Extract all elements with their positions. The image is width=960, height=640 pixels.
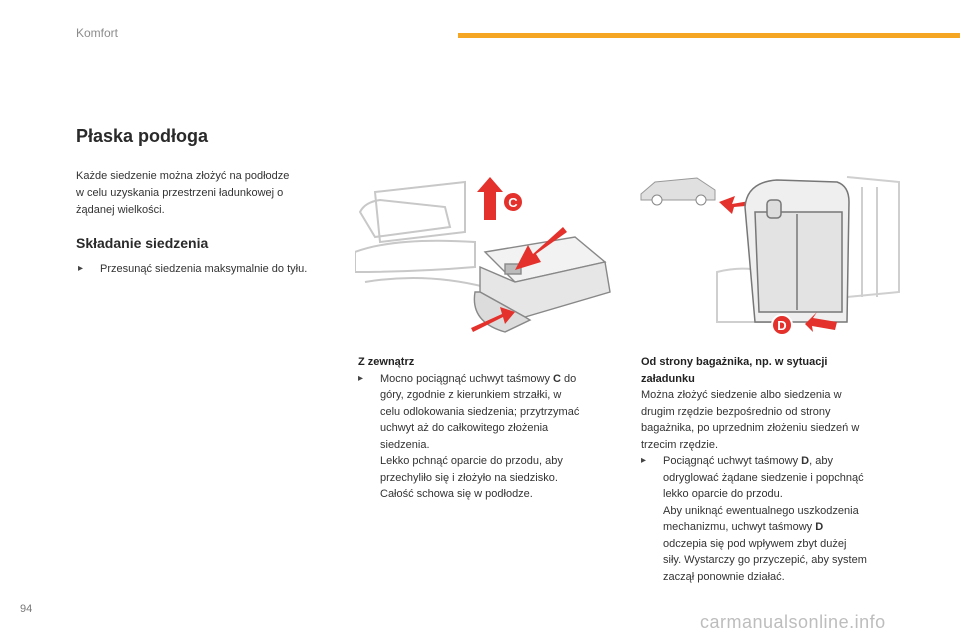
trunk-bullet-line: odczepia się pod wpływem zbyt dużej xyxy=(663,537,847,550)
trunk-line: Można złożyć siedzenie albo siedzenia w xyxy=(641,389,842,401)
outside-column xyxy=(358,354,620,503)
outside-line: Całość schowa się w podłodze. xyxy=(380,488,533,500)
bullet-icon: ▸ xyxy=(78,263,84,274)
trunk-title: Od strony bagażnika, np. w sytuacji xyxy=(641,356,828,368)
trunk-bullet-line: lekko oparcie do przodu. xyxy=(663,488,783,500)
page-title: Płaska podłoga xyxy=(76,126,209,146)
car-icon xyxy=(641,178,715,205)
page-number: 94 xyxy=(20,603,33,615)
bullet-icon: ▸ xyxy=(641,455,647,466)
folding-bullet-text: Przesunąć siedzenia maksymalnie do tyłu. xyxy=(100,263,308,275)
illustration-outside xyxy=(355,172,615,340)
trunk-line: drugim rzędzie bezpośrednio od strony xyxy=(641,405,831,418)
trunk-column xyxy=(641,354,911,585)
outside-line: Mocno pociągnąć uchwyt taśmowy C do xyxy=(380,372,577,385)
trunk-bullet-line: zaczął ponownie działać. xyxy=(663,570,785,583)
outside-line: celu odlokowania siedzenia; przytrzymać xyxy=(380,405,580,418)
intro-line: żądanej wielkości. xyxy=(76,204,165,216)
header-accent-bar xyxy=(458,33,960,38)
label-c-marker xyxy=(503,192,523,212)
trunk-bullet-line: Aby uniknąć ewentualnego uszkodzenia xyxy=(663,504,859,517)
outside-title: Z zewnątrz xyxy=(358,356,415,368)
outside-line: uchwyt aż do całkowitego złożenia xyxy=(380,422,549,434)
intro-line: w celu uzyskania przestrzeni ładunkowej o xyxy=(76,187,284,199)
label-d-marker xyxy=(772,315,792,335)
intro-line: Każde siedzenie można złożyć na podłodze xyxy=(76,170,290,182)
header-title: Komfort xyxy=(76,26,119,40)
trunk-bullet-line: siły. Wystarczy go przyczepić, aby system xyxy=(663,554,867,566)
illustration-trunk xyxy=(637,172,905,340)
trunk-bullet-line: Pociągnąć uchwyt taśmowy D, aby xyxy=(663,455,833,467)
outside-bullet xyxy=(358,371,620,503)
watermark: carmanualsonline.info xyxy=(700,612,886,632)
seat-fold-drawing xyxy=(355,172,615,340)
trunk-bullet-body xyxy=(663,453,867,585)
trunk-intro xyxy=(641,387,911,453)
outside-line: góry, zgodnie z kierunkiem strzałki, w xyxy=(380,389,562,401)
intro-text xyxy=(76,168,336,219)
label-d: D xyxy=(777,318,787,333)
trunk-title: załadunku xyxy=(641,372,695,385)
seat-trunk-drawing xyxy=(637,172,905,340)
folding-bullet xyxy=(78,261,348,278)
trunk-line: trzecim rzędzie. xyxy=(641,438,719,451)
trunk-bullet-line: odryglować żądane siedzenie i popchnąć xyxy=(663,471,864,484)
trunk-bullet-line: mechanizmu, uchwyt taśmowy D xyxy=(663,521,824,533)
outside-line: przechyliło się i złożyło na siedzisko. xyxy=(380,471,558,484)
bullet-icon: ▸ xyxy=(358,372,364,384)
section-title: Składanie siedzenia xyxy=(76,235,209,251)
outside-line: siedzenia. xyxy=(380,438,430,451)
label-c: C xyxy=(508,195,518,210)
outside-line: Lekko pchnąć oparcie do przodu, aby xyxy=(380,455,563,467)
outside-bullet-body xyxy=(380,371,579,503)
trunk-bullet xyxy=(641,453,911,585)
trunk-line: bagażnika, po uprzednim złożeniu siedzeń w xyxy=(641,422,860,434)
